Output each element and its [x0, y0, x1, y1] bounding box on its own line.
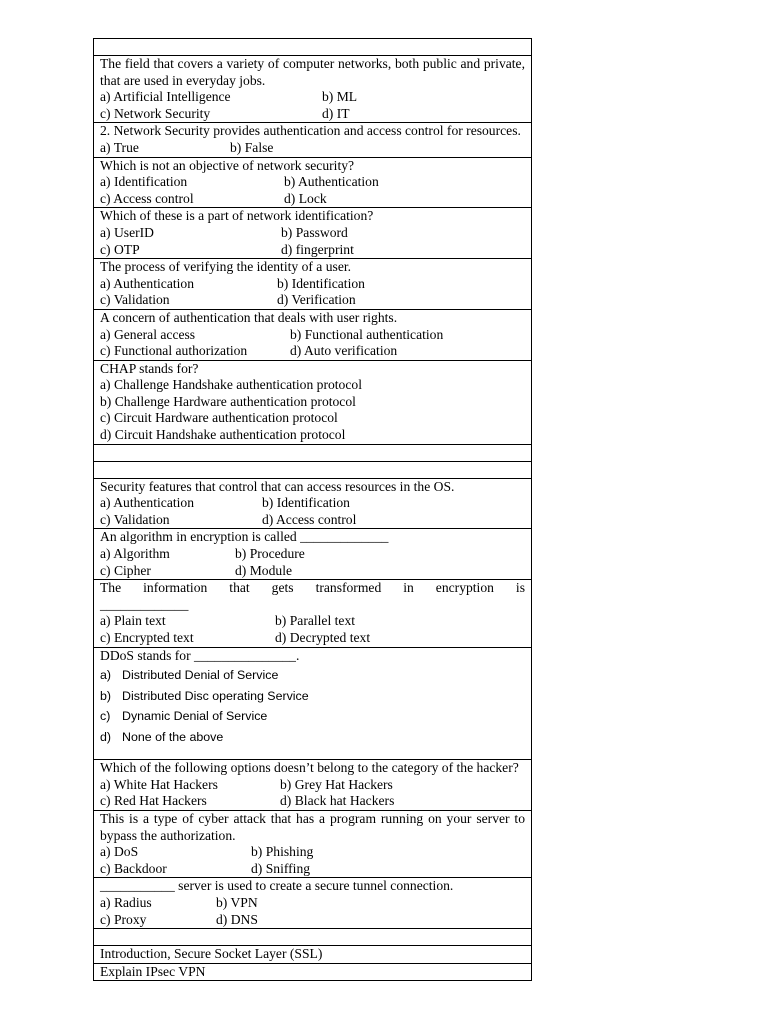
options — [100, 844, 525, 877]
question-row — [94, 309, 532, 360]
option: b) False — [230, 139, 274, 155]
question-text: A concern of authentication that deals with user rights. — [100, 309, 398, 325]
option: d) Decrypted text — [275, 630, 371, 645]
option: b) Password — [281, 224, 348, 240]
answer-blank: _____________ — [100, 596, 189, 612]
question-text: This is a type of cyber attack that has a program running on your server to bypass the authorization. — [100, 810, 525, 843]
option: c) Backdoor — [100, 860, 167, 876]
option: b) Phishing — [251, 844, 314, 860]
cell — [94, 259, 532, 310]
cell — [94, 529, 532, 580]
option: c) Circuit Hardware authentication protocol — [100, 410, 338, 426]
option: a) Authentication — [100, 495, 194, 511]
option: a) White Hat Hackers — [100, 776, 218, 792]
question-row — [94, 259, 532, 310]
question-row — [94, 208, 532, 259]
list-item — [100, 727, 525, 748]
option: d) fingerprint — [281, 241, 354, 257]
list-label: a) — [100, 668, 112, 683]
cell — [94, 963, 532, 981]
question-text: The process of verifying the identity of a user. — [100, 259, 352, 275]
option: a) DoS — [100, 844, 139, 860]
option: a) Algorithm — [100, 546, 170, 562]
empty-row — [94, 444, 532, 461]
option: b) Grey Hat Hackers — [280, 776, 393, 792]
option: c) Red Hat Hackers — [100, 793, 207, 809]
option: a) Plain text — [100, 613, 166, 629]
option: d) Auto verification — [290, 343, 398, 359]
question-row — [94, 56, 532, 123]
question-text: Which of the following options doesn’t belong to the category of the hacker? — [100, 760, 519, 776]
question-text: 2. Network Security provides authentication and access control for resources. — [100, 123, 521, 139]
option: b) Challenge Hardware authentication protocol — [100, 393, 356, 409]
option: c) Network Security — [100, 105, 211, 121]
empty-row — [94, 461, 532, 478]
cell — [94, 878, 532, 929]
option: b) Identification — [277, 275, 365, 291]
list-text: Distributed Denial of Service — [122, 668, 279, 683]
list-item — [100, 706, 525, 727]
option: a) Radius — [100, 894, 152, 910]
topic-row — [94, 946, 532, 964]
options — [100, 276, 525, 309]
options — [100, 174, 525, 207]
list-item — [100, 665, 525, 686]
option-list — [100, 664, 525, 747]
cell — [94, 929, 532, 946]
option: c) OTP — [100, 241, 140, 257]
option: d) Module — [235, 562, 293, 578]
option: b) VPN — [216, 894, 258, 910]
option: a) Identification — [100, 174, 188, 190]
topic-text: Introduction, Secure Socket Layer (SSL) — [100, 946, 323, 962]
option: a) UserID — [100, 224, 154, 240]
question-row — [94, 878, 532, 929]
question-row — [94, 810, 532, 877]
option: a) Artificial Intelligence — [100, 89, 231, 105]
option: c) Validation — [100, 292, 170, 308]
option: d) Black hat Hackers — [280, 793, 395, 809]
option: b) ML — [322, 89, 358, 105]
option: d) Lock — [284, 190, 327, 206]
options — [100, 895, 525, 928]
option: a) True — [100, 139, 139, 155]
question-text: ___________ server is used to create a secure tunnel connection. — [100, 878, 454, 894]
cell — [94, 360, 532, 444]
question-text: The field that covers a variety of computer networks, both public and private, that are used in everyday jobs. — [100, 56, 525, 88]
option: b) Parallel text — [275, 613, 356, 629]
options — [100, 140, 525, 157]
option: c) Encrypted text — [100, 630, 194, 645]
question-row — [94, 360, 532, 444]
question-row — [94, 157, 532, 208]
option: a) General access — [100, 326, 196, 342]
cell — [94, 208, 532, 259]
empty-row — [94, 929, 532, 946]
list-item — [100, 686, 525, 707]
question-row — [94, 580, 532, 647]
question-row — [94, 478, 532, 529]
question-text: Security features that control that can access resources in the OS. — [100, 478, 455, 494]
options — [100, 546, 525, 579]
option: c) Access control — [100, 190, 194, 206]
option: c) Functional authorization — [100, 343, 248, 359]
question-row — [94, 123, 532, 157]
question-text: Which is not an objective of network security? — [100, 157, 355, 173]
option: b) Procedure — [235, 546, 305, 562]
option: a) Challenge Handshake authentication protocol — [100, 377, 362, 393]
question-text: DDoS stands for _______________. — [100, 647, 300, 663]
question-text: An algorithm in encryption is called _____________ — [100, 529, 389, 545]
cell — [94, 461, 532, 478]
option: b) Functional authentication — [290, 326, 444, 342]
list-label: b) — [100, 688, 112, 703]
question-row — [94, 529, 532, 580]
question-text: The information that gets transformed in encryption is — [100, 580, 525, 596]
options — [100, 89, 525, 122]
options — [100, 377, 525, 443]
list-text: Distributed Disc operating Service — [122, 688, 309, 703]
cell — [94, 309, 532, 360]
list-label: c) — [100, 709, 111, 724]
question-text: Which of these is a part of network identification? — [100, 208, 374, 224]
options — [100, 225, 525, 258]
cell — [94, 946, 532, 964]
list-text: Dynamic Denial of Service — [122, 709, 268, 724]
option: d) IT — [322, 105, 350, 121]
cell — [94, 760, 532, 811]
list-label: d) — [100, 729, 112, 744]
option: d) DNS — [216, 911, 258, 927]
cell — [94, 123, 532, 157]
option: d) Verification — [277, 292, 356, 308]
option: c) Cipher — [100, 562, 151, 578]
option: c) Proxy — [100, 911, 147, 927]
option: d) Sniffing — [251, 860, 311, 876]
options — [100, 613, 525, 646]
option: c) Validation — [100, 511, 170, 527]
option: a) Authentication — [100, 275, 194, 291]
options — [100, 495, 525, 528]
options — [100, 777, 525, 810]
question-row — [94, 760, 532, 811]
cell — [94, 478, 532, 529]
empty-row — [94, 39, 532, 56]
cell — [94, 444, 532, 461]
options — [100, 327, 525, 360]
option: b) Authentication — [284, 174, 379, 190]
cell — [94, 580, 532, 647]
cell — [94, 810, 532, 877]
cell — [94, 647, 532, 760]
cell — [94, 39, 532, 56]
list-text: None of the above — [122, 729, 224, 744]
topic-row — [94, 963, 532, 981]
cell — [94, 157, 532, 208]
question-row — [94, 647, 532, 760]
option: b) Identification — [262, 495, 350, 511]
topic-text: Explain IPsec VPN — [100, 963, 206, 979]
option: d) Circuit Handshake authentication protocol — [100, 427, 346, 443]
question-table — [93, 38, 532, 981]
option: d) Access control — [262, 511, 357, 527]
question-text: CHAP stands for? — [100, 360, 199, 376]
cell — [94, 56, 532, 123]
